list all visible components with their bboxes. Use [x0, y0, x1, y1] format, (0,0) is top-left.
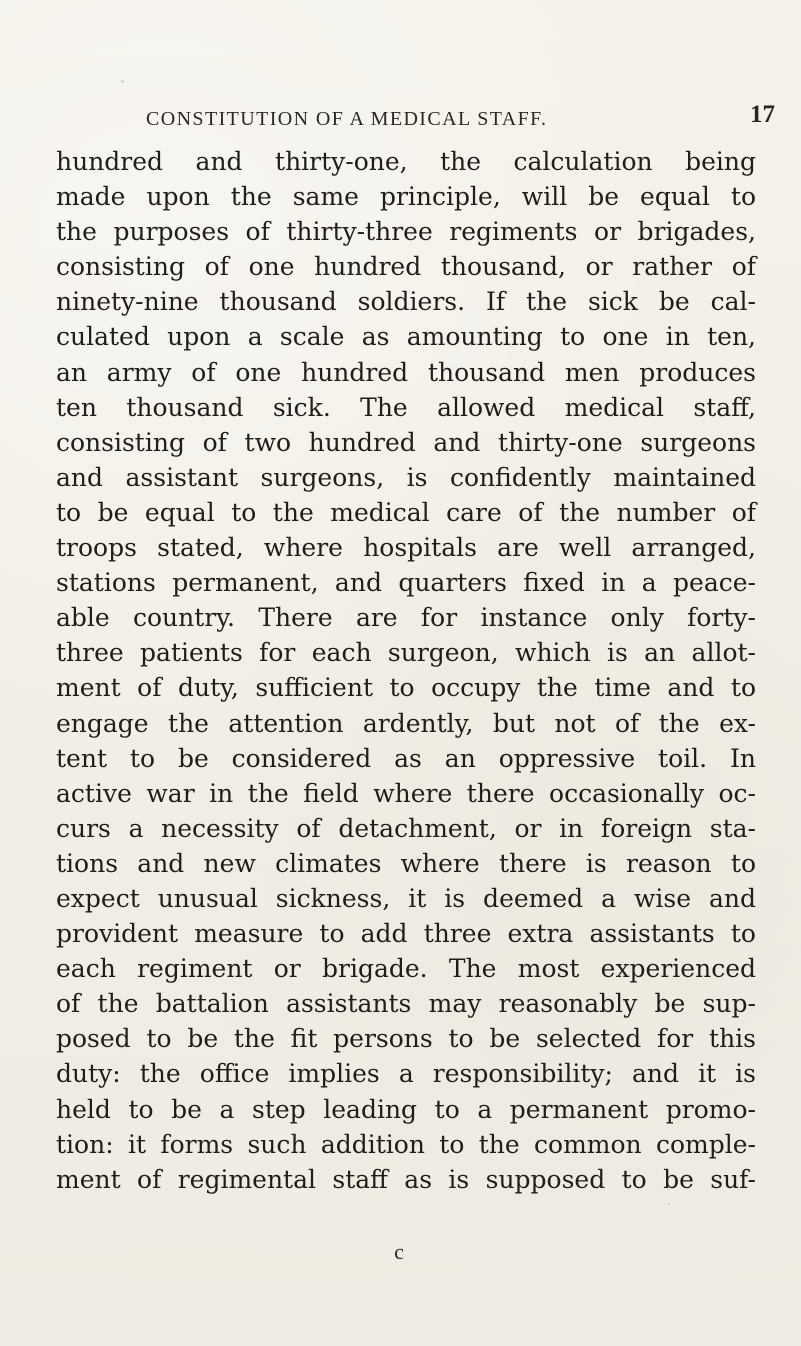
text-line: engage the attention ardently, but not of the ex- — [56, 708, 756, 738]
paper-speck — [121, 80, 124, 83]
text-line: an army of one hundred thousand men produces — [56, 357, 756, 387]
text-line: made upon the same principle, will be equal to — [56, 182, 756, 212]
text-line: ment of duty, sufficient to occupy the time and to — [56, 673, 756, 703]
text-line: expect unusual sickness, it is deemed a wise and — [56, 883, 756, 913]
text-line: ninety-nine thousand soldiers. If the sick be cal- — [56, 287, 756, 317]
text-line: consisting of one hundred thousand, or rather of — [56, 252, 756, 282]
text-line: posed to be the fit persons to be selected for this — [56, 1024, 756, 1054]
text-line: provident measure to add three extra assistants to — [56, 919, 756, 949]
text-line: tion: it forms such addition to the common comple- — [56, 1129, 756, 1159]
text-line: ten thousand sick. The allowed medical staff, — [56, 392, 756, 422]
paper-speck — [668, 1203, 670, 1205]
text-line: active war in the field where there occasionally oc- — [56, 778, 756, 808]
text-line: tent to be considered as an oppressive toil. In — [56, 743, 756, 773]
text-line: and assistant surgeons, is confidently maintained — [56, 462, 756, 492]
text-line: held to be a step leading to a permanent promo- — [56, 1094, 756, 1124]
text-line: hundred and thirty-one, the calculation being — [56, 147, 756, 176]
text-line: to be equal to the medical care of the number of — [56, 497, 756, 527]
text-line: tions and new climates where there is reason to — [56, 848, 756, 878]
text-line: three patients for each surgeon, which is an allot- — [56, 638, 756, 668]
running-title: CONSTITUTION OF A MEDICAL STAFF. — [146, 108, 548, 130]
text-line: curs a necessity of detachment, or in foreign sta- — [56, 813, 756, 843]
paper-speck — [612, 1117, 614, 1119]
text-line: of the battalion assistants may reasonably be sup- — [56, 989, 756, 1019]
text-line: each regiment or brigade. The most experienced — [56, 954, 756, 984]
page-number: 17 — [750, 101, 775, 128]
text-line: consisting of two hundred and thirty-one surgeons — [56, 427, 756, 457]
text-line: duty: the office implies a responsibility; and it is — [56, 1059, 756, 1089]
body-text — [56, 144, 756, 1197]
text-line: stations permanent, and quarters fixed in a peace- — [56, 568, 756, 598]
text-line: the purposes of thirty-three regiments or brigades, — [56, 217, 756, 247]
text-line: able country. There are for instance only forty- — [56, 603, 756, 633]
text-line: ment of regimental staff as is supposed to be suf- — [56, 1164, 756, 1194]
text-line: troops stated, where hospitals are well arranged, — [56, 533, 756, 563]
text-line: culated upon a scale as amounting to one in ten, — [56, 322, 756, 352]
signature-mark: c — [394, 1239, 404, 1264]
